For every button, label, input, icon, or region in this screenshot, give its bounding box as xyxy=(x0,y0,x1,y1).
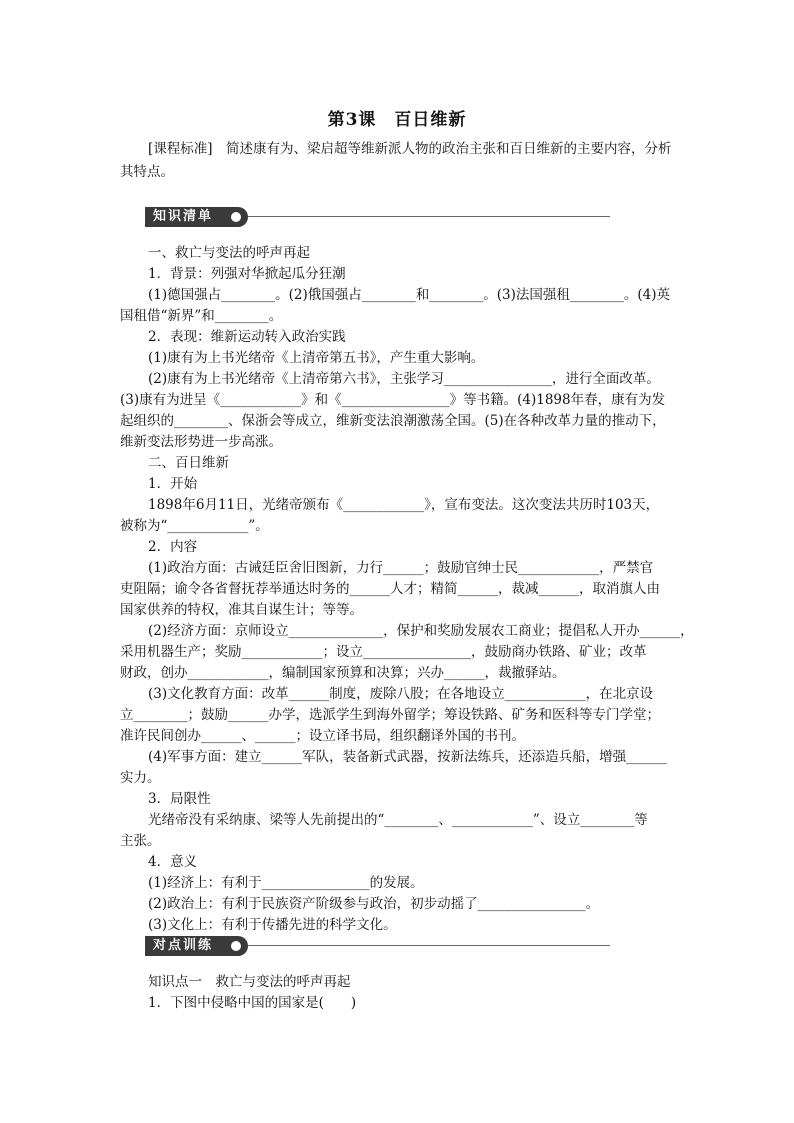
line: 维新变法形势进一步高涨。 xyxy=(120,434,282,450)
line: 准许民间创办______、______；设立译书局，组织翻译外国的书刊。 xyxy=(120,728,525,744)
line: 一、救亡与变法的呼声再起 xyxy=(148,245,310,261)
line: (2)经济方面：京师设立______________，保护和奖励发展农工商业；提倡私人开办______， xyxy=(148,623,694,639)
line: 国租借“新界”和________。 xyxy=(120,308,283,324)
line: (3)文化教育方面：改革______制度，废除八股；在各地设立____________，在北京设 xyxy=(148,686,654,702)
line: 国家供养的特权，准其自谋生计；等等。 xyxy=(120,602,363,618)
line: 立________；鼓励______办学，选派学生到海外留学；筹设铁路、矿务和医科等专门学堂； xyxy=(120,707,660,723)
line: 2．内容 xyxy=(148,539,198,555)
line: 1898年6月11日，光绪帝颁布《____________》，宣布变法。这次变法共历时103天， xyxy=(148,497,660,513)
line: 采用机器生产；奖励____________；设立________________，鼓励商办铁路、矿业；改革 xyxy=(120,644,647,660)
line: (1)德国强占________。(2)俄国强占________和________。(3)法国强租________。(4)英 xyxy=(148,287,670,303)
line: 4．意义 xyxy=(148,854,198,870)
course-standard: [课程标准] 简述康有为、梁启超等维新派人物的政治主张和百日维新的主要内容，分析其特点。 xyxy=(120,141,672,180)
line: (1)经济上：有利于________________的发展。 xyxy=(148,875,424,891)
line: (1)政治方面：古诫廷臣舍旧图新，力行______；鼓励官绅士民____________，严禁官 xyxy=(148,560,654,576)
line: 光绪帝没有采纳康、梁等人先前提出的“________、____________”、设立________等 xyxy=(148,812,648,828)
line: 吏阻隔；谕令各省督抚荐举通达时务的______人才；精简______，裁减______，取消旗人由 xyxy=(120,581,660,597)
header-rule xyxy=(248,945,610,946)
line: (1)康有为上书光绪帝《上清帝第五书》，产生重大影响。 xyxy=(148,350,485,366)
bullet-dot-icon xyxy=(231,941,241,951)
line: 2．表现：维新运动转入政治实践 xyxy=(148,329,346,345)
header-rule xyxy=(248,216,610,217)
line: (2)政治上：有利于民族资产阶级参与政治，初步动摇了________________。 xyxy=(148,896,600,912)
line: (3)康有为进呈《____________》和《________________》等书籍。(4)1898年春，康有为发 xyxy=(120,392,666,408)
line: 起组织的________、保浙会等成立，维新变法浪潮激荡全国。(5)在各种改革力量的推动下， xyxy=(120,413,666,429)
line: 二、百日维新 xyxy=(148,455,229,471)
section-header-label: 对点训练 xyxy=(145,936,248,956)
line: (3)文化上：有利于传播先进的科学文化。 xyxy=(148,917,397,933)
line: 1．背景：列强对华掀起瓜分狂潮 xyxy=(148,266,346,282)
line: 实力。 xyxy=(120,770,161,786)
bullet-dot-icon xyxy=(231,212,241,222)
lesson-title: 第3课 百日维新 xyxy=(327,110,467,130)
line: 3．局限性 xyxy=(148,791,211,807)
line: 主张。 xyxy=(120,833,161,849)
line: 财政，创办____________，编制国家预算和决算；兴办______，裁撤驿站。 xyxy=(120,665,566,681)
line: 被称为“____________”。 xyxy=(120,518,269,534)
section-header-label: 知识清单 xyxy=(145,207,248,227)
line: (4)军事方面：建立______军队，装备新式武器，按新法练兵，还添造兵船，增强______ xyxy=(148,749,667,765)
line: (2)康有为上书光绪帝《上清帝第六书》，主张学习________________，进行全面改革。 xyxy=(148,371,660,387)
line: 1．开始 xyxy=(148,476,198,492)
line: 知识点一 救亡与变法的呼声再起 xyxy=(148,974,351,990)
line: 1．下图中侵略中国的国家是( ) xyxy=(148,995,357,1011)
